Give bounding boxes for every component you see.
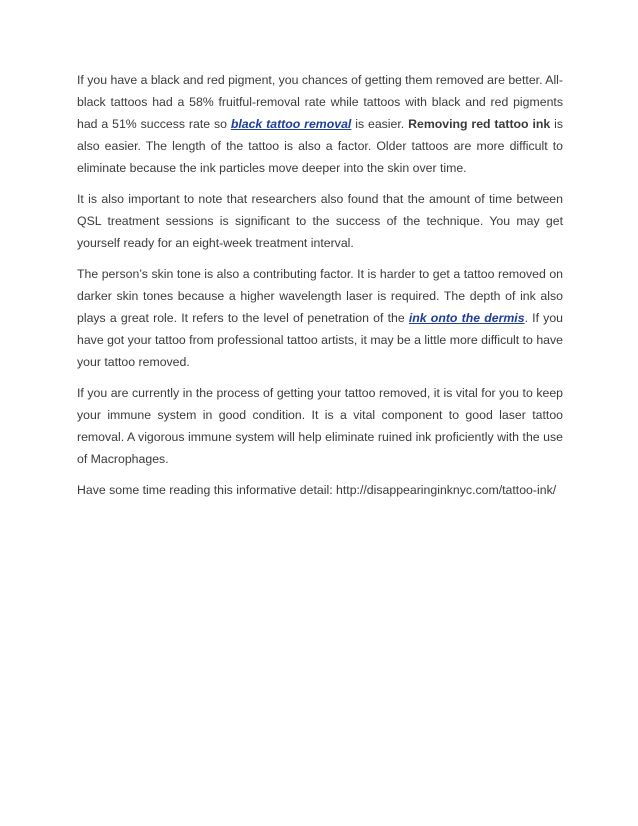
paragraph-text: The person’s skin tone is also a contributing factor. It is harder to get a tattoo removed on darker skin tones because a higher wavelength laser is required. The depth of ink also plays a great role. It refers to the level of penetration of the	[77, 267, 563, 325]
black-tattoo-removal-link[interactable]: black tattoo removal	[230, 117, 352, 131]
paragraph-pigment	[77, 69, 563, 179]
paragraph-skin-tone	[77, 263, 563, 373]
paragraph-text: is also easier. The length of the tattoo is also a factor. Older tattoos are more difficult to eliminate because the ink particles move deeper into the skin over time.	[77, 117, 563, 175]
paragraph-immune-system: If you are currently in the process of getting your tattoo removed, it is vital for you to keep your immune system in good condition. It is a vital component to good laser tattoo removal. A vigorous immune system will help eliminate ruined ink proficiently with the use of Macrophages.	[77, 386, 563, 466]
paragraph-text: is easier.	[351, 117, 409, 131]
ink-onto-the-dermis-link[interactable]: ink onto the dermis	[408, 311, 525, 325]
document-body	[77, 69, 563, 510]
paragraph-text: . If you have got your tattoo from professional tattoo artists, it may be a little more difficult to have your tattoo removed.	[77, 311, 563, 369]
removing-red-tattoo-ink-bold: Removing red tattoo ink	[408, 117, 551, 131]
paragraph-text: If you have a black and red pigment, you chances of getting them removed are better. All-black tattoos had a 58% fruitful-removal rate while tattoos with black and red pigments had a 51% success rate so	[77, 73, 564, 131]
paragraph-qsl: It is also important to note that researchers also found that the amount of time between QSL treatment sessions is significant to the success of the technique. You may get yourself ready for an eight-week treatment interval.	[77, 192, 563, 250]
paragraph-reading: Have some time reading this informative detail: http://disappearinginknyc.com/tattoo-ink/	[77, 483, 557, 497]
